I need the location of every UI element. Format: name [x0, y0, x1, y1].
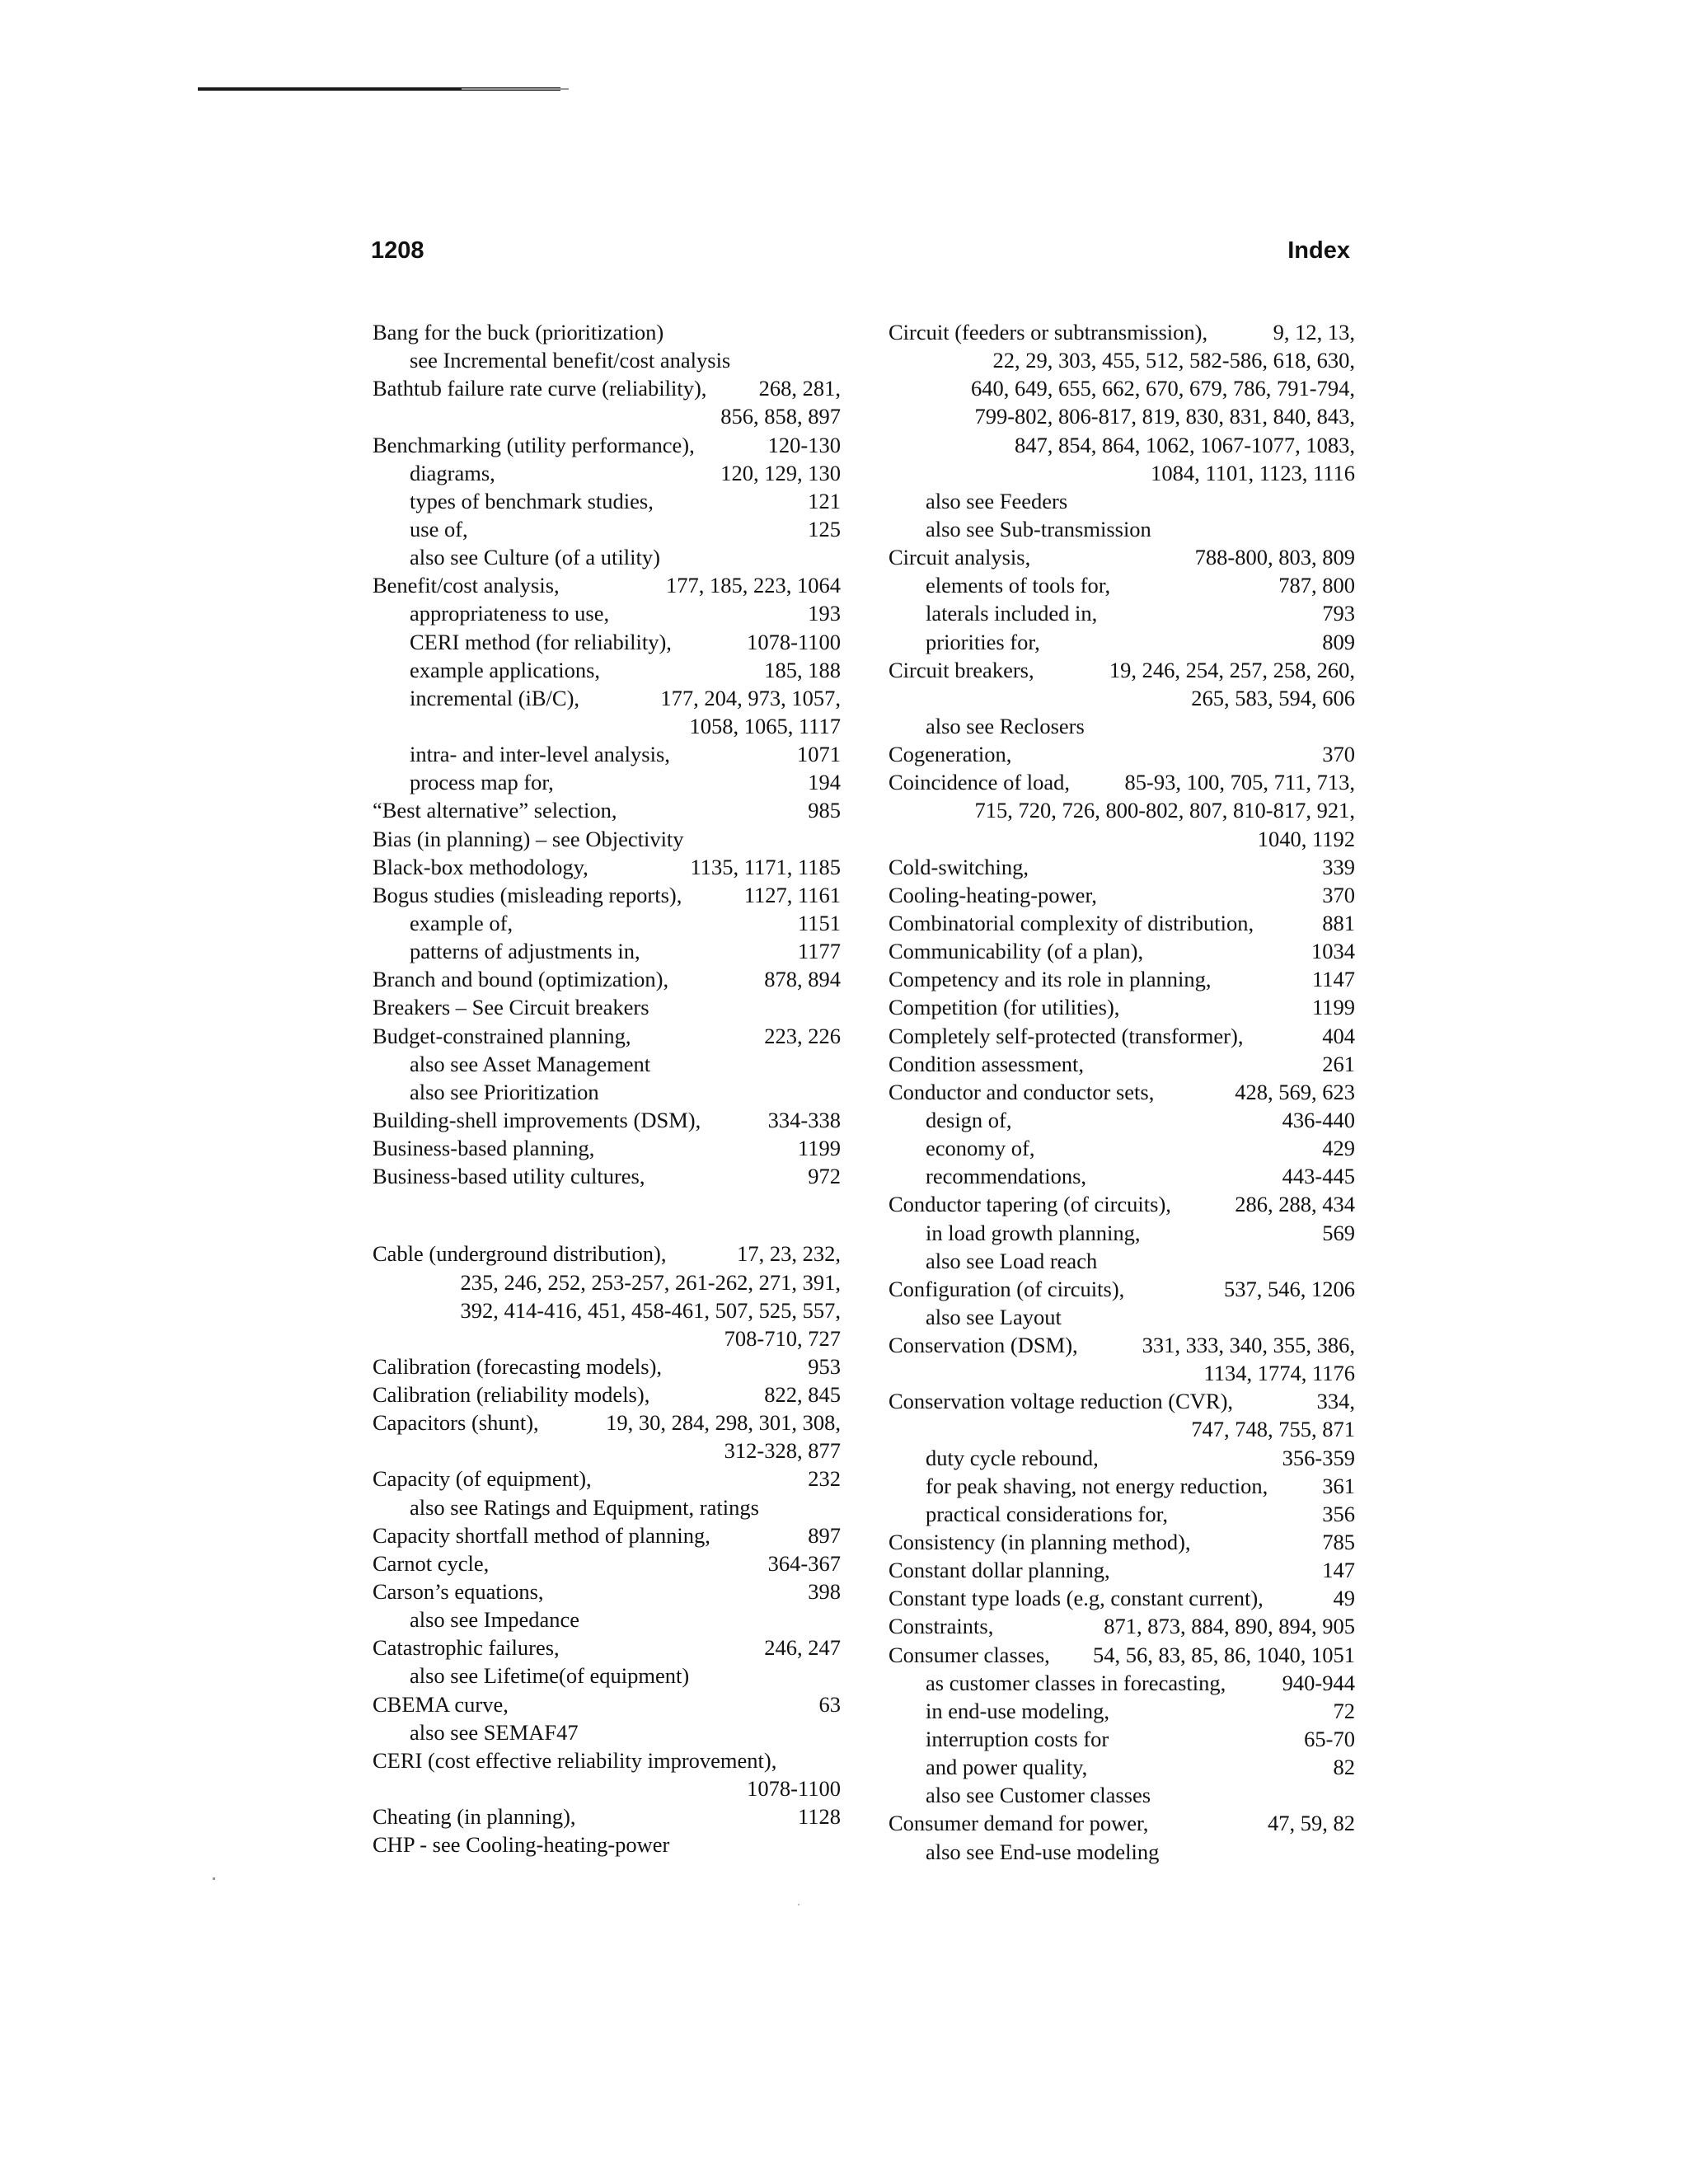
index-page-refs: 856, 858, 897 — [720, 404, 841, 429]
index-term: duty cycle rebound, — [926, 1445, 1099, 1470]
index-page-refs: 1084, 1101, 1123, 1116 — [1151, 460, 1355, 485]
index-page-refs: 1078-1100 — [747, 1776, 841, 1802]
index-entry — [373, 965, 841, 993]
index-term: patterns of adjustments in, — [410, 939, 640, 964]
index-entry — [373, 1830, 841, 1858]
index-term: also see Lifetime(of equipment) — [410, 1663, 690, 1689]
index-term: example applications, — [410, 657, 601, 682]
index-subentry — [889, 599, 1355, 627]
index-page-refs: 63 — [818, 1691, 841, 1717]
index-term: interruption costs for — [926, 1727, 1109, 1752]
index-term: in load growth planning, — [926, 1220, 1141, 1245]
index-page-refs: 19, 30, 284, 298, 301, 308, — [606, 1410, 841, 1436]
index-entry — [889, 1387, 1355, 1415]
index-entry — [889, 1528, 1355, 1556]
index-page-refs: 246, 247 — [764, 1635, 841, 1661]
index-term: Constant type loads (e.g, constant current), — [889, 1586, 1264, 1611]
index-term: Capacity (of equipment), — [373, 1466, 592, 1492]
index-term: also see Impedance — [410, 1607, 580, 1633]
index-entry — [373, 1690, 841, 1718]
index-page-refs: 847, 854, 864, 1062, 1067-1077, 1083, — [1015, 432, 1355, 457]
index-continuation-line — [889, 1359, 1355, 1387]
index-continuation-line — [373, 712, 841, 740]
index-term: also see Ratings and Equipment, ratings — [410, 1494, 759, 1520]
index-term: Cold-switching, — [889, 854, 1029, 879]
index-page-refs: 793 — [1322, 601, 1355, 626]
index-term: for peak shaving, not energy reduction, — [926, 1473, 1268, 1498]
index-entry — [373, 1134, 841, 1162]
index-entry — [373, 374, 841, 402]
index-page-refs: 436-440 — [1282, 1107, 1355, 1132]
index-entry — [889, 1331, 1355, 1359]
index-entry — [373, 1352, 841, 1380]
index-continuation-line — [889, 459, 1355, 487]
index-entry — [889, 853, 1355, 881]
index-term: Constraints, — [889, 1614, 994, 1639]
index-page-refs: 312-328, 877 — [724, 1438, 841, 1464]
index-term: Constant dollar planning, — [889, 1558, 1110, 1583]
index-subentry — [889, 1134, 1355, 1162]
index-term: Calibration (reliability models), — [373, 1382, 650, 1408]
index-term: Circuit (feeders or subtransmission), — [889, 320, 1208, 344]
index-entry — [889, 965, 1355, 993]
index-page-refs: 788-800, 803, 809 — [1194, 545, 1355, 570]
index-continuation-line — [373, 1296, 841, 1324]
index-term: example of, — [410, 910, 513, 935]
index-page-refs: 537, 546, 1206 — [1224, 1276, 1355, 1301]
index-entry — [373, 1408, 841, 1436]
index-entry — [373, 318, 841, 346]
index-page-refs: 47, 59, 82 — [1268, 1811, 1355, 1836]
index-subentry — [889, 1303, 1355, 1331]
index-subentry — [889, 712, 1355, 740]
index-entry — [889, 768, 1355, 796]
index-page-refs: 1134, 1774, 1176 — [1203, 1361, 1355, 1386]
index-page-refs: 392, 414-416, 451, 458-461, 507, 525, 557, — [460, 1297, 841, 1323]
index-page-refs: 985 — [808, 798, 841, 823]
index-page-refs: 193 — [808, 601, 841, 626]
index-term: Consistency (in planning method), — [889, 1530, 1191, 1555]
index-page-refs: 235, 246, 252, 253-257, 261-262, 271, 391, — [460, 1269, 841, 1295]
index-subentry — [373, 740, 841, 768]
index-entry — [889, 1584, 1355, 1612]
index-page-refs: 809 — [1322, 629, 1355, 654]
index-subentry — [373, 909, 841, 937]
index-subentry — [889, 1838, 1355, 1866]
index-page-refs: 1177 — [797, 939, 841, 964]
index-term: laterals included in, — [926, 601, 1098, 626]
index-subentry — [373, 1050, 841, 1078]
index-page-refs: 19, 246, 254, 257, 258, 260, — [1109, 657, 1355, 682]
index-term: Benefit/cost analysis, — [373, 573, 560, 598]
index-entry — [889, 881, 1355, 909]
index-term: Communicability (of a plan), — [889, 939, 1144, 964]
index-page-refs: 787, 800 — [1278, 573, 1355, 598]
index-page-refs: 232 — [808, 1466, 841, 1492]
index-term: types of benchmark studies, — [410, 488, 654, 513]
index-page-refs: 708-710, 727 — [724, 1325, 841, 1351]
index-page-refs: 429 — [1322, 1136, 1355, 1161]
index-page-refs: 878, 894 — [764, 967, 841, 992]
index-page-refs: 569 — [1322, 1220, 1355, 1245]
index-subentry — [373, 768, 841, 796]
index-subentry — [373, 515, 841, 543]
index-subentry — [373, 599, 841, 627]
index-subentry — [373, 487, 841, 515]
index-page-refs: 940-944 — [1282, 1670, 1355, 1695]
index-continuation-line — [889, 1415, 1355, 1443]
index-term: Conservation voltage reduction (CVR), — [889, 1389, 1234, 1414]
index-entry — [889, 1809, 1355, 1837]
index-entry — [373, 1022, 841, 1050]
index-entry — [373, 853, 841, 881]
index-term: intra- and inter-level analysis, — [410, 742, 670, 767]
index-page-refs: 334-338 — [767, 1107, 841, 1132]
index-term: Condition assessment, — [889, 1051, 1085, 1076]
index-continuation-line — [373, 402, 841, 430]
index-page-refs: 356-359 — [1282, 1445, 1355, 1470]
index-term: also see Layout — [926, 1304, 1062, 1329]
index-page-refs: 747, 748, 755, 871 — [1191, 1417, 1355, 1442]
index-page-refs: 65-70 — [1304, 1727, 1355, 1752]
index-subentry — [889, 1162, 1355, 1190]
index-page-refs: 897 — [808, 1522, 841, 1548]
index-page-refs: 9, 12, 13, — [1273, 320, 1355, 344]
index-term: also see SEMAF47 — [410, 1719, 579, 1745]
index-term: Coincidence of load, — [889, 770, 1071, 795]
index-entry — [889, 318, 1355, 346]
scan-speck — [798, 1904, 799, 1905]
index-continuation-line — [889, 431, 1355, 459]
index-page-refs: 54, 56, 83, 85, 86, 1040, 1051 — [1093, 1642, 1355, 1667]
index-page-refs: 85-93, 100, 705, 711, 713, — [1124, 770, 1355, 795]
index-term: priorities for, — [926, 629, 1040, 654]
index-term: Capacitors (shunt), — [373, 1410, 539, 1436]
index-term: Configuration (of circuits), — [889, 1276, 1125, 1301]
index-page-refs: 286, 288, 434 — [1235, 1192, 1355, 1217]
index-term: CHP - see Cooling-heating-power — [373, 1832, 670, 1858]
index-subentry — [889, 571, 1355, 599]
top-rule-fade — [462, 88, 569, 90]
index-term: also see Asset Management — [410, 1051, 651, 1076]
index-page-refs: 268, 281, — [758, 376, 841, 401]
index-term: Capacity shortfall method of planning, — [373, 1522, 710, 1548]
index-subentry — [373, 684, 841, 712]
index-continuation-line — [889, 402, 1355, 430]
index-page-refs: 339 — [1322, 854, 1355, 879]
index-term: Bang for the buck (prioritization) — [373, 320, 664, 344]
index-page-refs: 120-130 — [767, 432, 841, 457]
index-subentry — [889, 1106, 1355, 1134]
index-column-left — [373, 318, 841, 1858]
index-term: diagrams, — [410, 460, 495, 485]
index-page-refs: 121 — [808, 488, 841, 513]
index-page-refs: 185, 188 — [764, 657, 841, 682]
index-page-refs: 265, 583, 594, 606 — [1191, 685, 1355, 710]
page-number: 1208 — [371, 237, 424, 264]
index-subentry — [889, 515, 1355, 543]
index-term: CERI (cost effective reliability improvement), — [373, 1747, 777, 1773]
index-page-refs: 17, 23, 232, — [737, 1241, 841, 1267]
index-entry — [373, 825, 841, 853]
index-term: Black-box methodology, — [373, 854, 588, 879]
index-continuation-line — [889, 796, 1355, 824]
index-term: Conductor tapering (of circuits), — [889, 1192, 1171, 1217]
index-entry — [373, 1577, 841, 1605]
index-entry — [373, 1240, 841, 1268]
index-page-refs: 1135, 1171, 1185 — [690, 854, 841, 879]
index-entry — [889, 1050, 1355, 1078]
index-page-refs: 443-445 — [1282, 1164, 1355, 1189]
index-entry — [373, 1802, 841, 1830]
index-page-refs: 177, 185, 223, 1064 — [666, 573, 841, 598]
index-term: CERI method (for reliability), — [410, 629, 672, 654]
index-term: Bias (in planning) – see Objectivity — [373, 826, 684, 851]
index-entry — [889, 1190, 1355, 1218]
index-page-refs: 799-802, 806-817, 819, 830, 831, 840, 843, — [974, 404, 1355, 429]
index-term: Consumer demand for power, — [889, 1811, 1149, 1836]
index-subentry — [373, 346, 841, 374]
index-entry — [889, 1078, 1355, 1106]
index-entry — [889, 1612, 1355, 1640]
index-entry — [889, 993, 1355, 1021]
index-page-refs: 1199 — [1311, 995, 1355, 1020]
index-continuation-line — [373, 1268, 841, 1296]
index-term: as customer classes in forecasting, — [926, 1670, 1226, 1695]
index-page-refs: 1034 — [1311, 939, 1355, 964]
index-term: also see Sub-transmission — [926, 516, 1151, 541]
index-page-refs: 82 — [1333, 1755, 1355, 1780]
index-page-refs: 334, — [1316, 1389, 1355, 1414]
index-page-refs: 223, 226 — [764, 1023, 841, 1048]
index-entry — [889, 543, 1355, 571]
index-page-refs: 1040, 1192 — [1257, 826, 1355, 851]
index-term: Catastrophic failures, — [373, 1635, 560, 1661]
index-term: appropriateness to use, — [410, 601, 610, 626]
index-continuation-line — [889, 825, 1355, 853]
index-entry — [889, 1275, 1355, 1303]
index-term: Consumer classes, — [889, 1642, 1050, 1667]
index-term: Breakers – See Circuit breakers — [373, 995, 649, 1020]
index-entry — [373, 1106, 841, 1134]
index-subentry — [889, 1500, 1355, 1528]
index-page-refs: 1151 — [797, 910, 841, 935]
index-entry — [373, 1465, 841, 1493]
index-page-refs: 361 — [1322, 1473, 1355, 1498]
index-page-refs: 715, 720, 726, 800-802, 807, 810-817, 921, — [974, 798, 1355, 823]
index-entry — [889, 937, 1355, 965]
index-subentry — [373, 1718, 841, 1746]
index-page-refs: 1128 — [797, 1804, 841, 1830]
index-term: also see Reclosers — [926, 713, 1085, 738]
index-page-refs: 1127, 1161 — [743, 882, 841, 907]
index-entry — [373, 881, 841, 909]
index-page-refs: 785 — [1322, 1530, 1355, 1555]
index-term: incremental (iB/C), — [410, 685, 580, 710]
index-subentry — [889, 1697, 1355, 1725]
index-page-refs: 120, 129, 130 — [720, 460, 841, 485]
index-term: Competition (for utilities), — [889, 995, 1120, 1020]
index-subentry — [889, 1219, 1355, 1247]
index-entry — [373, 1746, 841, 1774]
index-page-refs: 640, 649, 655, 662, 670, 679, 786, 791-794, — [971, 376, 1355, 401]
index-subentry — [373, 1078, 841, 1106]
index-page-refs: 72 — [1333, 1698, 1355, 1723]
index-entry — [373, 571, 841, 599]
index-term: Competency and its role in planning, — [889, 967, 1212, 992]
index-term: also see Prioritization — [410, 1079, 599, 1104]
index-continuation-line — [889, 374, 1355, 402]
index-subentry — [889, 1247, 1355, 1275]
index-page-refs: 49 — [1333, 1586, 1355, 1611]
index-term: Branch and bound (optimization), — [373, 967, 669, 992]
index-subentry — [889, 628, 1355, 656]
index-subentry — [889, 1472, 1355, 1500]
index-entry — [889, 1022, 1355, 1050]
index-page-refs: 364-367 — [767, 1550, 841, 1576]
index-subentry — [373, 628, 841, 656]
index-term: Bathtub failure rate curve (reliability), — [373, 376, 707, 401]
index-continuation-line — [373, 1324, 841, 1352]
index-subentry — [373, 459, 841, 487]
index-page-refs: 822, 845 — [764, 1382, 841, 1408]
index-page-refs: 881 — [1322, 910, 1355, 935]
scan-speck — [213, 1877, 215, 1880]
index-entry — [889, 909, 1355, 937]
index-entry — [373, 796, 841, 824]
index-entry — [889, 656, 1355, 684]
index-subentry — [373, 937, 841, 965]
index-subentry — [373, 656, 841, 684]
index-page-refs: 1058, 1065, 1117 — [689, 713, 841, 738]
index-page-refs: 370 — [1322, 882, 1355, 907]
index-page-refs: 871, 873, 884, 890, 894, 905 — [1104, 1614, 1355, 1639]
index-continuation-line — [373, 1436, 841, 1465]
index-page-refs: 261 — [1322, 1051, 1355, 1076]
index-term: in end-use modeling, — [926, 1698, 1109, 1723]
index-page-refs: 147 — [1322, 1558, 1355, 1583]
index-subentry — [889, 487, 1355, 515]
index-term: Building-shell improvements (DSM), — [373, 1107, 701, 1132]
index-entry — [373, 1521, 841, 1549]
index-term: Carnot cycle, — [373, 1550, 490, 1576]
index-term: Bogus studies (misleading reports), — [373, 882, 682, 907]
index-term: use of, — [410, 516, 468, 541]
index-page-refs: 356 — [1322, 1501, 1355, 1526]
index-term: economy of, — [926, 1136, 1035, 1161]
index-entry — [889, 1556, 1355, 1584]
index-page-refs: 177, 204, 973, 1057, — [660, 685, 841, 710]
index-continuation-line — [889, 346, 1355, 374]
index-subentry — [889, 1669, 1355, 1697]
index-subentry — [373, 543, 841, 571]
index-entry — [889, 740, 1355, 768]
index-term: and power quality, — [926, 1755, 1088, 1780]
index-entry — [373, 431, 841, 459]
index-entry — [373, 1549, 841, 1577]
index-term: Cable (underground distribution), — [373, 1241, 667, 1267]
index-term: also see End-use modeling — [926, 1839, 1160, 1864]
index-page-refs: 972 — [808, 1164, 841, 1189]
index-term: Carson’s equations, — [373, 1579, 544, 1605]
index-subentry — [373, 1661, 841, 1690]
index-subentry — [889, 1753, 1355, 1781]
index-term: also see Load reach — [926, 1248, 1098, 1273]
index-entry — [373, 1380, 841, 1408]
index-page-refs: 331, 333, 340, 355, 386, — [1142, 1333, 1355, 1358]
index-entry — [889, 1641, 1355, 1669]
index-subentry — [889, 1444, 1355, 1472]
index-term: Cheating (in planning), — [373, 1804, 576, 1830]
index-continuation-line — [889, 684, 1355, 712]
index-term: Circuit analysis, — [889, 545, 1031, 570]
index-page-refs: 1147 — [1311, 967, 1355, 992]
index-term: Combinatorial complexity of distribution, — [889, 910, 1254, 935]
index-term: Budget-constrained planning, — [373, 1023, 631, 1048]
index-entry — [373, 1162, 841, 1190]
index-term: Cogeneration, — [889, 742, 1012, 767]
index-entry — [373, 993, 841, 1021]
index-term: Completely self-protected (transformer), — [889, 1023, 1244, 1048]
index-term: also see Feeders — [926, 488, 1068, 513]
index-term: recommendations, — [926, 1164, 1087, 1189]
index-term: design of, — [926, 1107, 1012, 1132]
index-page-refs: 428, 569, 623 — [1235, 1079, 1355, 1104]
index-term: also see Customer classes — [926, 1783, 1151, 1808]
index-term: Cooling-heating-power, — [889, 882, 1097, 907]
index-entry — [373, 1633, 841, 1661]
index-page-refs: 404 — [1322, 1023, 1355, 1048]
index-page-refs: 1199 — [797, 1136, 841, 1161]
index-page-refs: 1078-1100 — [747, 629, 841, 654]
index-term: elements of tools for, — [926, 573, 1111, 598]
index-term: see Incremental benefit/cost analysis — [410, 348, 731, 373]
section-gap — [373, 1190, 841, 1240]
running-head: Index — [1287, 237, 1350, 264]
index-page-refs: 194 — [808, 770, 841, 795]
index-page-refs: 125 — [808, 516, 841, 541]
index-subentry — [373, 1605, 841, 1633]
index-page-refs: 22, 29, 303, 455, 512, 582-586, 618, 630, — [992, 348, 1355, 373]
index-subentry — [889, 1725, 1355, 1753]
index-term: Circuit breakers, — [889, 657, 1034, 682]
index-term: Conductor and conductor sets, — [889, 1079, 1155, 1104]
index-subentry — [373, 1493, 841, 1521]
index-page-refs: 398 — [808, 1579, 841, 1605]
index-term: process map for, — [410, 770, 554, 795]
index-term: “Best alternative” selection, — [373, 798, 617, 823]
index-term: practical considerations for, — [926, 1501, 1168, 1526]
index-page-refs: 370 — [1322, 742, 1355, 767]
index-term: also see Culture (of a utility) — [410, 545, 660, 570]
index-term: Calibration (forecasting models), — [373, 1353, 663, 1379]
index-term: CBEMA curve, — [373, 1691, 509, 1717]
index-term: Benchmarking (utility performance), — [373, 432, 695, 457]
index-column-right — [889, 318, 1355, 1866]
index-page-refs: 953 — [808, 1353, 841, 1379]
index-term: Business-based utility cultures, — [373, 1164, 645, 1189]
index-continuation-line — [373, 1774, 841, 1802]
index-subentry — [889, 1781, 1355, 1809]
index-term: Conservation (DSM), — [889, 1333, 1078, 1358]
index-page-refs: 1071 — [797, 742, 841, 767]
index-term: Business-based planning, — [373, 1136, 595, 1161]
